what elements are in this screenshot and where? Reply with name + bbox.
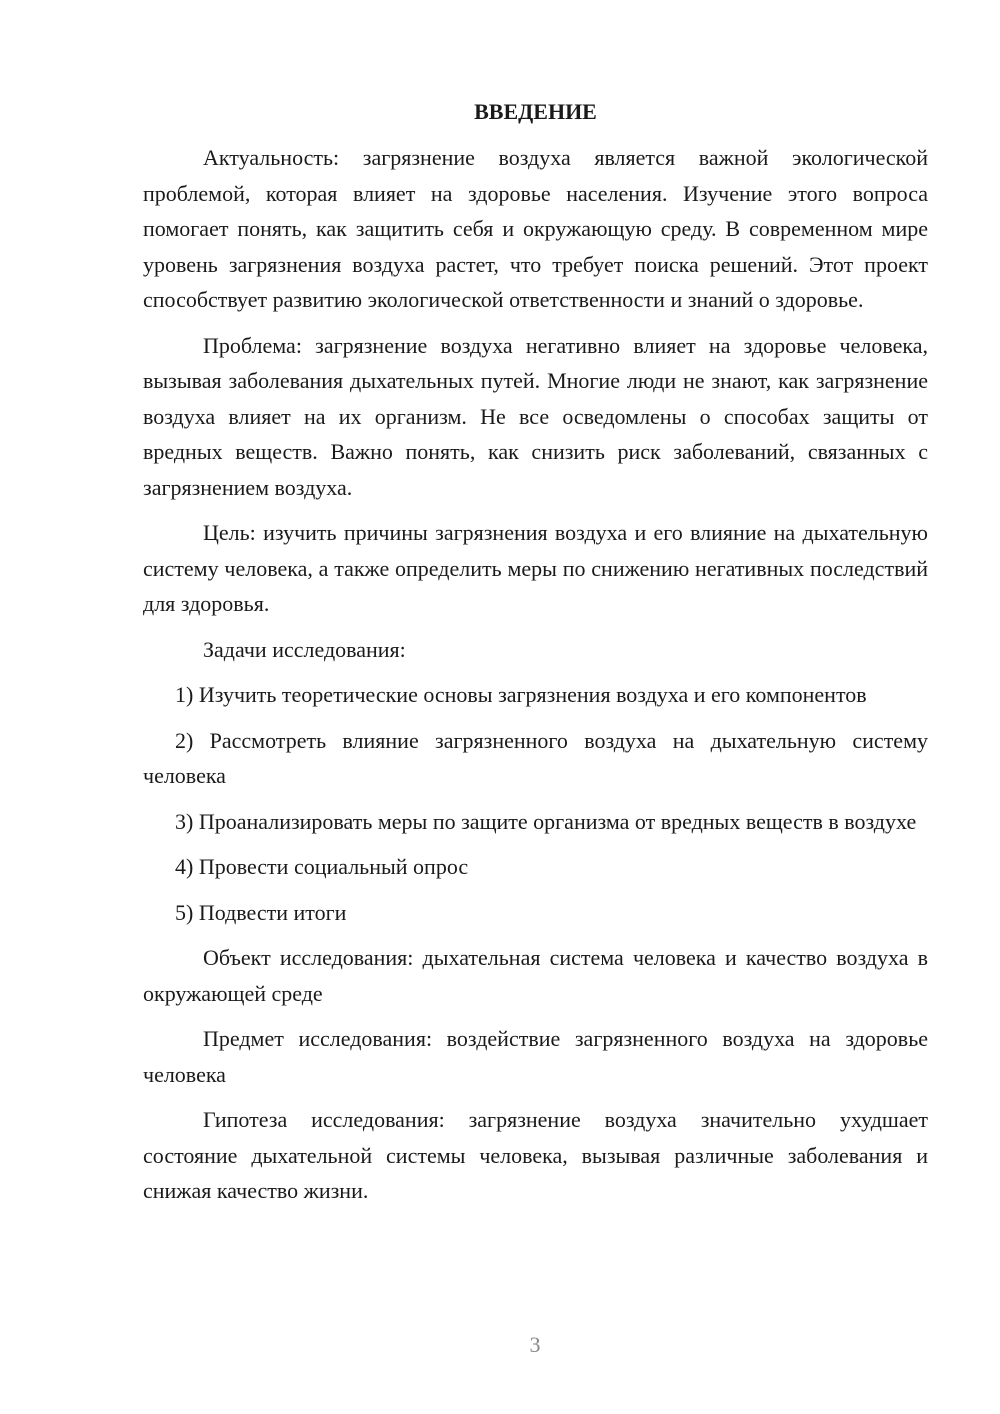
task-item-3: 3) Проанализировать меры по защите организма от вредных веществ в воздухе bbox=[175, 808, 917, 834]
page-number: 3 bbox=[529, 1332, 541, 1357]
paragraph-problem: Проблема: загрязнение воздуха негативно влияет на здоровье человека, вызывая заболевания дыхательных путей. Многие люди не знают, как загрязнение воздуха влияет на их организм. Не все осведомлены о способах защиты от вредных веществ. Важно понять, как снизить риск заболеваний, связанных с загрязнением воздуха. bbox=[143, 332, 928, 500]
task-item-5: 5) Подвести итоги bbox=[175, 899, 347, 925]
paragraph-object: Объект исследования: дыхательная система человека и качество воздуха в окружающей среде bbox=[143, 945, 928, 1006]
paragraph-relevance: Актуальность: загрязнение воздуха является важной экологической проблемой, которая влияет на здоровье населения. Изучение этого вопроса помогает понять, как защитить себя и окружающую среду. В современном мире уровень загрязнения воздуха растет, что требует поиска решений. Этот проект способствует развитию экологической ответственности и знаний о здоровье. bbox=[143, 145, 928, 312]
paragraph-subject: Предмет исследования: воздействие загрязненного воздуха на здоровье человека bbox=[143, 1026, 928, 1087]
paragraph-goal: Цель: изучить причины загрязнения воздуха и его влияние на дыхательную систему человека, а также определить меры по снижению негативных последствий для здоровья. bbox=[143, 520, 928, 616]
task-item-1: 1) Изучить теоретические основы загрязнения воздуха и его компонентов bbox=[175, 682, 867, 707]
tasks-label: Задачи исследования: bbox=[203, 636, 406, 662]
task-item-2: 2) Рассмотреть влияние загрязненного воздуха на дыхательную систему человека bbox=[143, 727, 928, 788]
paragraph-hypothesis: Гипотеза исследования: загрязнение воздуха значительно ухудшает состояние дыхательной системы человека, вызывая различные заболевания и снижая качество жизни. bbox=[143, 1107, 928, 1203]
section-title: ВВЕДЕНИЕ bbox=[474, 99, 597, 124]
document-body bbox=[143, 94, 928, 1219]
task-item-4: 4) Провести социальный опрос bbox=[175, 854, 469, 879]
